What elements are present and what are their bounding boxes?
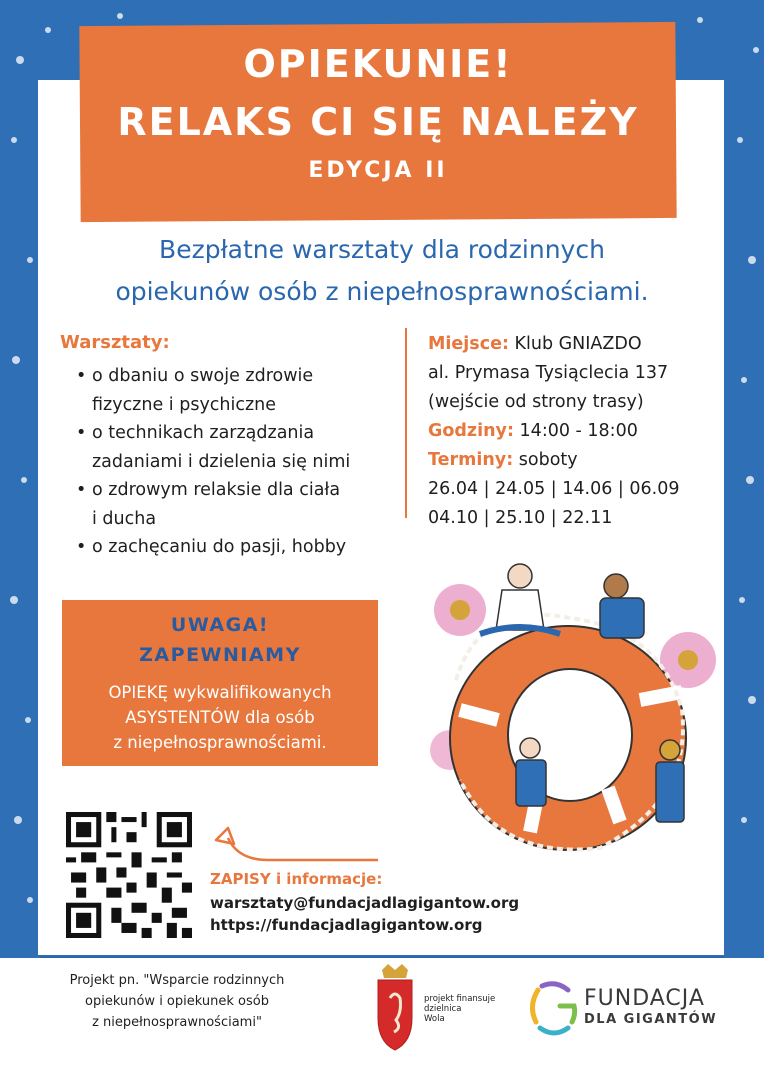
qr-code-icon[interactable] — [66, 812, 192, 938]
funded-line: Wola — [424, 1014, 445, 1024]
notice-body — [62, 680, 378, 755]
hours-label: Godziny: — [428, 421, 514, 441]
notice-body-line: z niepełnosprawnościami. — [113, 733, 327, 752]
place-value: Klub GNIAZDO — [514, 334, 642, 354]
project-line: Projekt pn. "Wsparcie rodzinnych — [69, 973, 285, 988]
list-item-line: o dbaniu o swoje zdrowie — [92, 366, 314, 386]
dates-row-1: 26.04 | 24.05 | 14.06 | 06.09 — [428, 479, 680, 499]
subtitle-line-2: opiekunów osób z niepełnosprawnościami. — [115, 277, 649, 306]
list-item — [76, 362, 406, 419]
entrance-note: (wejście od strony trasy) — [428, 392, 644, 412]
contact-block — [210, 892, 519, 936]
place-label: Miejsce: — [428, 334, 509, 354]
hours-value: 14:00 - 18:00 — [519, 421, 638, 441]
signup-url-link[interactable]: https://fundacjadlagigantow.org — [210, 916, 483, 934]
curved-arrow-icon — [208, 820, 380, 868]
list-item-line: o zachęcaniu do pasji, hobby — [92, 537, 347, 557]
foundation-name-sub: DLA GIGANTÓW — [584, 1012, 718, 1027]
footer-divider — [40, 956, 724, 958]
workshops-list — [76, 362, 406, 562]
list-item-line: fizyczne i psychiczne — [92, 394, 277, 415]
dates-value: soboty — [518, 450, 578, 470]
foundation-logo-icon — [526, 978, 578, 1038]
warsaw-crest-icon — [372, 962, 418, 1052]
project-name — [52, 970, 302, 1033]
dates-label: Terminy: — [428, 450, 514, 470]
lifebuoy-illustration — [420, 560, 720, 880]
column-divider — [405, 328, 407, 518]
address: al. Prymasa Tysiąclecia 137 — [428, 363, 669, 383]
dates-row-2: 04.10 | 25.10 | 22.11 — [428, 508, 613, 528]
list-item-line: o technikach zarządzania — [92, 423, 315, 443]
notice-title-1: UWAGA! — [170, 614, 270, 636]
list-item — [76, 476, 406, 533]
title-line-1: OPIEKUNIE! — [243, 42, 513, 86]
signup-email-link[interactable]: warsztaty@fundacjadlagigantow.org — [210, 894, 520, 912]
notice-body-line: ASYSTENTÓW dla osób — [125, 708, 315, 727]
project-line: opiekunów i opiekunek osób — [85, 994, 269, 1009]
workshops-label: Warsztaty: — [60, 332, 170, 353]
funded-by — [424, 994, 495, 1024]
notice-body-line: OPIEKĘ wykwalifikowanych — [108, 683, 332, 702]
list-item-line: o zdrowym relaksie dla ciała — [92, 480, 341, 500]
funded-line: projekt finansuje — [424, 994, 496, 1004]
list-item-line: zadaniami i dzielenia się nimi — [92, 451, 351, 472]
list-item — [76, 419, 406, 476]
notice-title-2: ZAPEWNIAMY — [139, 644, 301, 666]
title-line-2: RELAKS CI SIĘ NALEŻY — [117, 100, 639, 144]
funded-line: dzielnica — [424, 1004, 462, 1014]
subtitle-line-1: Bezpłatne warsztaty dla rodzinnych — [159, 235, 605, 264]
list-item — [76, 533, 406, 562]
foundation-name: FUNDACJA — [584, 986, 705, 1011]
list-item-line: i ducha — [92, 508, 157, 529]
project-line: z niepełnosprawnościami" — [92, 1015, 262, 1030]
signup-label: ZAPISY i informacje: — [210, 870, 383, 888]
event-info — [428, 330, 728, 533]
edition-label: EDYCJA II — [308, 158, 448, 183]
